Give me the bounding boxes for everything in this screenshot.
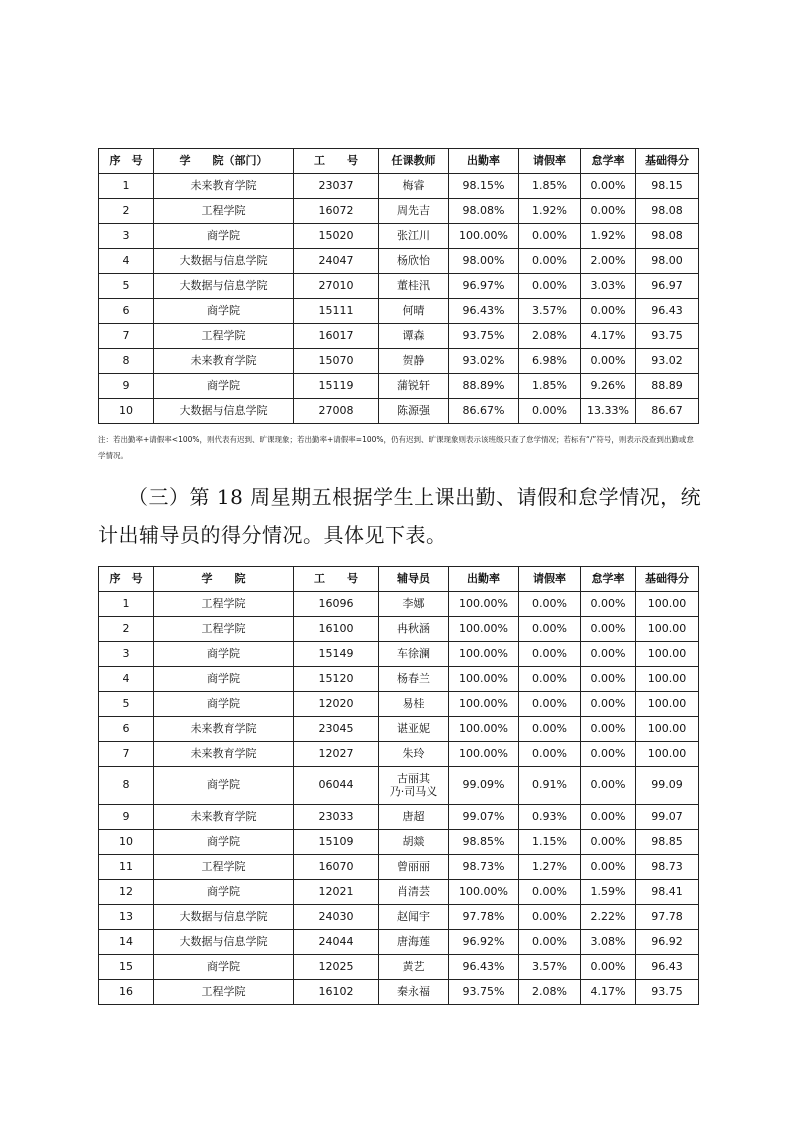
cell-leave: 0.00% [519, 905, 581, 930]
cell-college: 未来教育学院 [154, 174, 294, 199]
cell-leave: 3.57% [519, 955, 581, 980]
cell-name: 杨春兰 [379, 667, 449, 692]
col-header-score: 基础得分 [636, 567, 699, 592]
cell-attendance: 100.00% [449, 224, 519, 249]
cell-index: 9 [99, 374, 154, 399]
cell-college: 未来教育学院 [154, 717, 294, 742]
table-row [99, 617, 699, 642]
cell-college: 商学院 [154, 955, 294, 980]
cell-index: 9 [99, 805, 154, 830]
table-row [99, 767, 699, 805]
cell-index: 8 [99, 767, 154, 805]
cell-leave: 1.85% [519, 374, 581, 399]
table-row [99, 249, 699, 274]
cell-college: 大数据与信息学院 [154, 930, 294, 955]
cell-college: 大数据与信息学院 [154, 399, 294, 424]
cell-score: 98.08 [636, 199, 699, 224]
cell-name: 朱玲 [379, 742, 449, 767]
cell-name: 何晴 [379, 299, 449, 324]
cell-name: 陈源强 [379, 399, 449, 424]
cell-truancy: 1.92% [581, 224, 636, 249]
col-header-leave: 请假率 [519, 149, 581, 174]
cell-score: 100.00 [636, 742, 699, 767]
cell-index: 15 [99, 955, 154, 980]
counselor-score-table [98, 566, 699, 1005]
cell-name: 张江川 [379, 224, 449, 249]
cell-leave: 0.00% [519, 224, 581, 249]
cell-leave: 0.00% [519, 667, 581, 692]
cell-id: 27008 [294, 399, 379, 424]
cell-attendance: 96.97% [449, 274, 519, 299]
table-row [99, 224, 699, 249]
cell-truancy: 0.00% [581, 642, 636, 667]
cell-score: 98.00 [636, 249, 699, 274]
section-paragraph [98, 478, 718, 554]
cell-index: 8 [99, 349, 154, 374]
cell-id: 16102 [294, 980, 379, 1005]
cell-truancy: 4.17% [581, 324, 636, 349]
cell-truancy: 0.00% [581, 855, 636, 880]
table-row [99, 855, 699, 880]
cell-index: 1 [99, 174, 154, 199]
cell-truancy: 1.59% [581, 880, 636, 905]
cell-college: 未来教育学院 [154, 805, 294, 830]
cell-attendance: 88.89% [449, 374, 519, 399]
table-row [99, 324, 699, 349]
cell-id: 16070 [294, 855, 379, 880]
cell-score: 98.41 [636, 880, 699, 905]
cell-name: 胡燚 [379, 830, 449, 855]
table-row [99, 980, 699, 1005]
cell-attendance: 100.00% [449, 880, 519, 905]
cell-index: 1 [99, 592, 154, 617]
cell-name: 秦永福 [379, 980, 449, 1005]
cell-leave: 0.00% [519, 742, 581, 767]
cell-college: 商学院 [154, 830, 294, 855]
table-row [99, 274, 699, 299]
cell-college: 未来教育学院 [154, 349, 294, 374]
cell-attendance: 98.15% [449, 174, 519, 199]
cell-score: 93.75 [636, 980, 699, 1005]
cell-attendance: 100.00% [449, 617, 519, 642]
cell-attendance: 100.00% [449, 717, 519, 742]
cell-score: 96.43 [636, 299, 699, 324]
cell-leave: 0.00% [519, 692, 581, 717]
cell-index: 3 [99, 224, 154, 249]
cell-score: 96.97 [636, 274, 699, 299]
cell-truancy: 0.00% [581, 767, 636, 805]
cell-score: 86.67 [636, 399, 699, 424]
table-row [99, 374, 699, 399]
cell-truancy: 0.00% [581, 692, 636, 717]
cell-score: 100.00 [636, 617, 699, 642]
cell-attendance: 93.75% [449, 324, 519, 349]
cell-attendance: 96.43% [449, 955, 519, 980]
cell-id: 15109 [294, 830, 379, 855]
cell-name: 贺静 [379, 349, 449, 374]
table-row [99, 742, 699, 767]
cell-id: 16100 [294, 617, 379, 642]
cell-truancy: 0.00% [581, 349, 636, 374]
table-row [99, 955, 699, 980]
cell-score: 100.00 [636, 642, 699, 667]
cell-score: 98.15 [636, 174, 699, 199]
cell-college: 商学院 [154, 299, 294, 324]
cell-college: 商学院 [154, 767, 294, 805]
cell-truancy: 2.22% [581, 905, 636, 930]
cell-score: 93.75 [636, 324, 699, 349]
table-row [99, 717, 699, 742]
cell-attendance: 100.00% [449, 642, 519, 667]
cell-truancy: 13.33% [581, 399, 636, 424]
cell-leave: 0.00% [519, 617, 581, 642]
cell-attendance: 99.07% [449, 805, 519, 830]
cell-truancy: 0.00% [581, 830, 636, 855]
cell-score: 98.85 [636, 830, 699, 855]
cell-truancy: 2.00% [581, 249, 636, 274]
cell-truancy: 0.00% [581, 592, 636, 617]
cell-name: 黄艺 [379, 955, 449, 980]
cell-truancy: 3.08% [581, 930, 636, 955]
cell-attendance: 97.78% [449, 905, 519, 930]
cell-index: 4 [99, 667, 154, 692]
cell-attendance: 93.75% [449, 980, 519, 1005]
cell-college: 工程学院 [154, 324, 294, 349]
cell-id: 12027 [294, 742, 379, 767]
cell-truancy: 0.00% [581, 617, 636, 642]
table-row [99, 642, 699, 667]
cell-name: 肖清芸 [379, 880, 449, 905]
cell-leave: 0.00% [519, 249, 581, 274]
cell-index: 10 [99, 399, 154, 424]
col-header-id: 工 号 [294, 567, 379, 592]
cell-score: 99.09 [636, 767, 699, 805]
cell-score: 96.43 [636, 955, 699, 980]
cell-college: 大数据与信息学院 [154, 249, 294, 274]
cell-score: 99.07 [636, 805, 699, 830]
table-row [99, 930, 699, 955]
cell-score: 88.89 [636, 374, 699, 399]
cell-name: 冉秋涵 [379, 617, 449, 642]
cell-college: 未来教育学院 [154, 742, 294, 767]
cell-attendance: 98.85% [449, 830, 519, 855]
cell-leave: 0.00% [519, 880, 581, 905]
cell-name: 谌亚妮 [379, 717, 449, 742]
cell-leave: 1.27% [519, 855, 581, 880]
cell-score: 97.78 [636, 905, 699, 930]
cell-truancy: 3.03% [581, 274, 636, 299]
col-header-attendance: 出勤率 [449, 149, 519, 174]
cell-college: 工程学院 [154, 980, 294, 1005]
cell-index: 4 [99, 249, 154, 274]
cell-index: 5 [99, 274, 154, 299]
col-header-leave: 请假率 [519, 567, 581, 592]
cell-leave: 0.00% [519, 592, 581, 617]
col-header-attendance: 出勤率 [449, 567, 519, 592]
cell-id: 06044 [294, 767, 379, 805]
table-header-row [99, 567, 699, 592]
cell-id: 15111 [294, 299, 379, 324]
cell-truancy: 0.00% [581, 199, 636, 224]
cell-attendance: 96.92% [449, 930, 519, 955]
cell-attendance: 100.00% [449, 742, 519, 767]
teacher-score-table [98, 148, 699, 424]
cell-score: 98.08 [636, 224, 699, 249]
table-row [99, 805, 699, 830]
table-row [99, 592, 699, 617]
cell-id: 27010 [294, 274, 379, 299]
cell-truancy: 0.00% [581, 174, 636, 199]
cell-score: 100.00 [636, 717, 699, 742]
cell-truancy: 9.26% [581, 374, 636, 399]
col-header-college: 学 院（部门） [154, 149, 294, 174]
cell-id: 12020 [294, 692, 379, 717]
table-row [99, 905, 699, 930]
cell-id: 15070 [294, 349, 379, 374]
col-header-id: 工 号 [294, 149, 379, 174]
cell-name: 蒲锐轩 [379, 374, 449, 399]
cell-name: 赵闻宇 [379, 905, 449, 930]
cell-score: 98.73 [636, 855, 699, 880]
cell-index: 5 [99, 692, 154, 717]
cell-attendance: 100.00% [449, 592, 519, 617]
table-row [99, 199, 699, 224]
cell-id: 15020 [294, 224, 379, 249]
cell-id: 16072 [294, 199, 379, 224]
cell-college: 大数据与信息学院 [154, 274, 294, 299]
cell-name: 谭森 [379, 324, 449, 349]
cell-index: 2 [99, 617, 154, 642]
cell-attendance: 86.67% [449, 399, 519, 424]
cell-name: 周先吉 [379, 199, 449, 224]
cell-name: 古丽其 乃·司马义 [379, 767, 449, 805]
table-row [99, 880, 699, 905]
cell-name: 易桂 [379, 692, 449, 717]
cell-truancy: 0.00% [581, 667, 636, 692]
table-row [99, 174, 699, 199]
cell-id: 24030 [294, 905, 379, 930]
col-header-teacher: 任课教师 [379, 149, 449, 174]
table-row [99, 667, 699, 692]
cell-name: 车徐澜 [379, 642, 449, 667]
cell-attendance: 98.00% [449, 249, 519, 274]
cell-id: 12025 [294, 955, 379, 980]
cell-leave: 0.00% [519, 399, 581, 424]
cell-index: 7 [99, 324, 154, 349]
cell-id: 23037 [294, 174, 379, 199]
cell-index: 16 [99, 980, 154, 1005]
cell-leave: 0.00% [519, 930, 581, 955]
cell-score: 100.00 [636, 692, 699, 717]
table-row [99, 830, 699, 855]
cell-truancy: 0.00% [581, 805, 636, 830]
cell-college: 大数据与信息学院 [154, 905, 294, 930]
table-note: 注：若出勤率+请假率<100%，则代表有迟到、旷课现象；若出勤率+请假率=100%，仍有迟到、旷课现象则表示该班级只查了怠学情况；若标有“/”符号，则表示没查到出勤或怠学情况。 [98, 435, 694, 460]
cell-leave: 1.15% [519, 830, 581, 855]
cell-college: 工程学院 [154, 855, 294, 880]
table-header-row [99, 149, 699, 174]
cell-name: 杨欣怡 [379, 249, 449, 274]
cell-leave: 0.93% [519, 805, 581, 830]
cell-college: 工程学院 [154, 199, 294, 224]
cell-name: 李娜 [379, 592, 449, 617]
cell-attendance: 98.73% [449, 855, 519, 880]
col-header-counselor: 辅导员 [379, 567, 449, 592]
cell-attendance: 93.02% [449, 349, 519, 374]
table-row [99, 692, 699, 717]
cell-college: 商学院 [154, 667, 294, 692]
col-header-truancy: 怠学率 [581, 567, 636, 592]
cell-college: 工程学院 [154, 617, 294, 642]
cell-name: 唐超 [379, 805, 449, 830]
table-row [99, 399, 699, 424]
cell-college: 工程学院 [154, 592, 294, 617]
cell-attendance: 96.43% [449, 299, 519, 324]
cell-score: 100.00 [636, 592, 699, 617]
cell-id: 23033 [294, 805, 379, 830]
cell-attendance: 98.08% [449, 199, 519, 224]
cell-id: 15120 [294, 667, 379, 692]
col-header-score: 基础得分 [636, 149, 699, 174]
col-header-truancy: 怠学率 [581, 149, 636, 174]
cell-leave: 0.00% [519, 717, 581, 742]
cell-attendance: 100.00% [449, 692, 519, 717]
cell-leave: 6.98% [519, 349, 581, 374]
cell-attendance: 99.09% [449, 767, 519, 805]
cell-college: 商学院 [154, 692, 294, 717]
cell-id: 24044 [294, 930, 379, 955]
cell-truancy: 0.00% [581, 717, 636, 742]
cell-truancy: 0.00% [581, 299, 636, 324]
cell-name: 董桂汛 [379, 274, 449, 299]
cell-index: 2 [99, 199, 154, 224]
cell-id: 16096 [294, 592, 379, 617]
col-header-college: 学 院 [154, 567, 294, 592]
cell-truancy: 0.00% [581, 742, 636, 767]
cell-leave: 1.85% [519, 174, 581, 199]
cell-score: 93.02 [636, 349, 699, 374]
cell-college: 商学院 [154, 224, 294, 249]
cell-college: 商学院 [154, 880, 294, 905]
cell-id: 15119 [294, 374, 379, 399]
cell-leave: 2.08% [519, 980, 581, 1005]
cell-index: 6 [99, 299, 154, 324]
cell-attendance: 100.00% [449, 667, 519, 692]
cell-truancy: 4.17% [581, 980, 636, 1005]
cell-name: 唐海莲 [379, 930, 449, 955]
cell-index: 11 [99, 855, 154, 880]
section-paragraph-text: （三）第 18 周星期五根据学生上课出勤、请假和怠学情况，统计出辅导员的得分情况。具体见下表。 [98, 485, 702, 547]
cell-college: 商学院 [154, 374, 294, 399]
cell-index: 7 [99, 742, 154, 767]
cell-college: 商学院 [154, 642, 294, 667]
cell-truancy: 0.00% [581, 955, 636, 980]
cell-index: 6 [99, 717, 154, 742]
cell-name: 曾丽丽 [379, 855, 449, 880]
cell-index: 14 [99, 930, 154, 955]
cell-score: 96.92 [636, 930, 699, 955]
col-header-index: 序 号 [99, 149, 154, 174]
cell-index: 13 [99, 905, 154, 930]
cell-index: 10 [99, 830, 154, 855]
cell-score: 100.00 [636, 667, 699, 692]
cell-id: 16017 [294, 324, 379, 349]
cell-id: 24047 [294, 249, 379, 274]
cell-leave: 1.92% [519, 199, 581, 224]
col-header-index: 序 号 [99, 567, 154, 592]
cell-leave: 3.57% [519, 299, 581, 324]
table-row [99, 349, 699, 374]
cell-leave: 2.08% [519, 324, 581, 349]
cell-index: 12 [99, 880, 154, 905]
cell-leave: 0.00% [519, 642, 581, 667]
cell-name: 梅睿 [379, 174, 449, 199]
table-row [99, 299, 699, 324]
cell-id: 23045 [294, 717, 379, 742]
cell-id: 12021 [294, 880, 379, 905]
cell-id: 15149 [294, 642, 379, 667]
cell-leave: 0.91% [519, 767, 581, 805]
cell-index: 3 [99, 642, 154, 667]
cell-leave: 0.00% [519, 274, 581, 299]
